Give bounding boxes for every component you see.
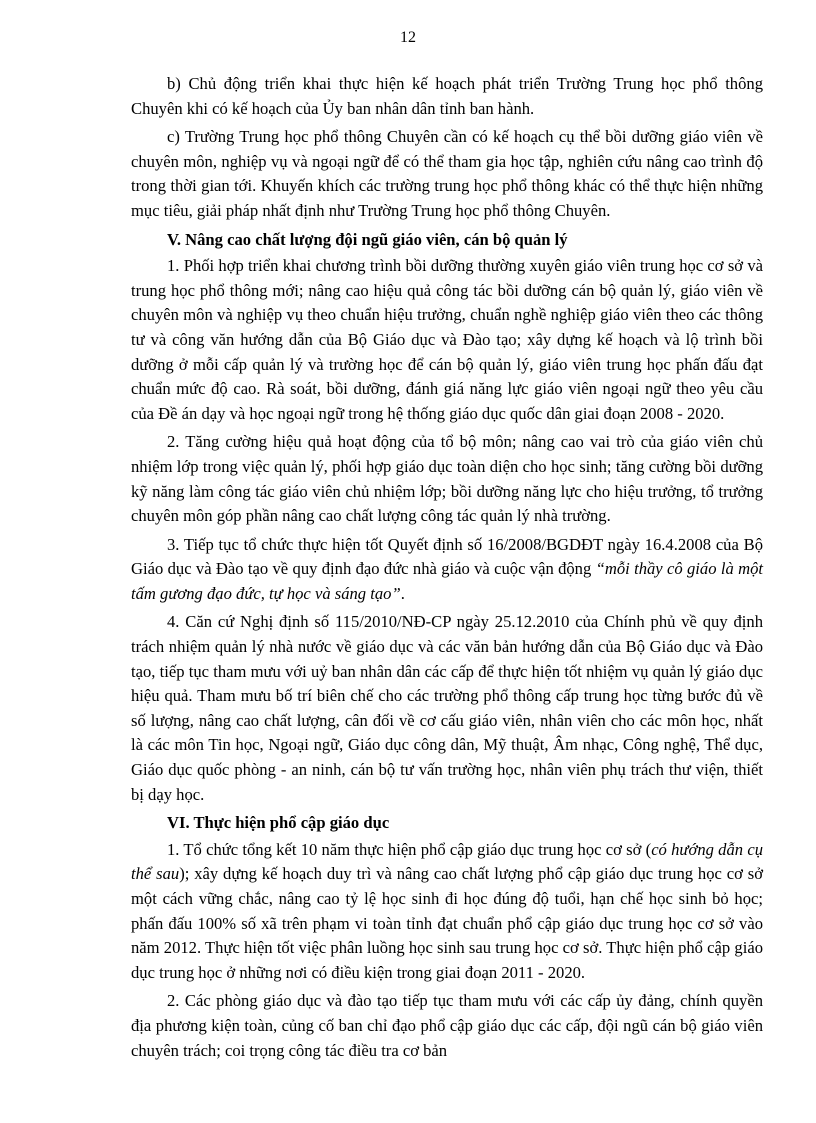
- paragraph-v-2: 2. Tăng cường hiệu quả hoạt động của tổ bộ môn; nâng cao vai trò của giáo viên chủ nhiệm lớp trong việc quản lý, phối hợp giáo dục toàn diện cho học sinh; tăng cường bồi dưỡng kỹ năng làm công tác giáo viên chủ nhiệm lớp; bồi dưỡng năng lực cho hiệu trưởng, tổ trưởng chuyên môn góp phần nâng cao chất lượng công tác quản lý nhà trường.: [131, 432, 763, 526]
- guidance-note: có hướng dẫn cụ thể sau: [131, 839, 763, 884]
- paragraph-v-4: 4. Căn cứ Nghị định số 115/2010/NĐ-CP ngày 25.12.2010 của Chính phủ về quy định trách nhiệm quản lý nhà nước về giáo dục và các văn bản hướng dẫn của Bộ Giáo dục và Đào tạo, tiếp tục tham mưu với uỷ ban nhân dân các cấp để thực hiện tốt nhiệm vụ quản lý giáo dục hiệu quả. Tham mưu bố trí biên chế cho các trường phổ thông cấp trung học từng bước đủ về số lượng, nâng cao chất lượng, cân đối về cơ cấu giáo viên, nhân viên cho các môn học, nhất là các môn Tin học, Ngoại ngữ, Giáo dục công dân, Mỹ thuật, Âm nhạc, Công nghệ, Thể dục, Giáo dục quốc phòng - an ninh, cán bộ tư vấn trường học, nhân viên phụ trách thư viện, thiết bị dạy học.: [131, 612, 763, 804]
- page-number: 12: [400, 29, 416, 46]
- paragraph-v-1: 1. Phối hợp triển khai chương trình bồi dưỡng thường xuyên giáo viên trung học cơ sở và trung học phổ thông mới; nâng cao hiệu quả công tác bồi dưỡng cán bộ quản lý, giáo viên về chuyên môn và nghiệp vụ theo chuẩn hiệu trưởng, chuẩn nghề nghiệp giáo viên theo các thông tư và công văn hướng dẫn của Bộ Giáo dục và Đào tạo; xây dựng kế hoạch và lộ trình bồi dưỡng ở mỗi cấp quản lý và trường học để cán bộ quản lý, giáo viên trung học phấn đấu đạt chuẩn mức độ cao. Rà soát, bồi dưỡng, đánh giá năng lực giáo viên ngoại ngữ theo yêu cầu của Đề án dạy và học ngoại ngữ trong hệ thống giáo dục quốc dân giai đoạn 2008 - 2020.: [131, 256, 763, 423]
- paragraph-vi-1-text: 1. Tổ chức tổng kết 10 năm thực hiện phổ cập giáo dục trung học cơ sở (: [167, 839, 652, 859]
- document-body: [131, 72, 763, 1067]
- section-heading-v: V. Nâng cao chất lượng đội ngũ giáo viên, cán bộ quản lý: [167, 229, 568, 249]
- campaign-quote: “mỗi thầy cô giáo là một tấm gương đạo đức, tự học và sáng tạo”: [131, 559, 763, 603]
- paragraph-v-3-text: 3. Tiếp tục tổ chức thực hiện tốt Quyết định số 16/2008/BGDĐT ngày 16.4.2008 của Bộ Giáo dục và Đào tạo về quy định đạo đức nhà giáo và cuộc vận động: [131, 534, 763, 579]
- section-heading-vi: VI. Thực hiện phổ cập giáo dục: [167, 813, 390, 833]
- paragraph-vi-1-end: ); xây dựng kế hoạch duy trì và nâng cao chất lượng phổ cập giáo dục trung học cơ sở một cách vững chắc, nâng cao tỷ lệ học sinh đi học đúng độ tuổi, hạn chế học sinh bỏ học; phấn đấu 100% số xã trên phạm vi toàn tỉnh đạt chuẩn phổ cập giáo dục trung học cơ sở vào năm 2012. Thực hiện tốt việc phân luồng học sinh sau trung học cơ sở. Thực hiện phổ cập giáo dục trung học ở những nơi có điều kiện trong giai đoạn 2011 - 2020.: [131, 864, 763, 982]
- paragraph-b: b) Chủ động triển khai thực hiện kế hoạch phát triển Trường Trung học phổ thông Chuyên khi có kế hoạch của Ủy ban nhân dân tỉnh ban hành.: [131, 74, 763, 118]
- paragraph-c: c) Trường Trung học phổ thông Chuyên cần có kế hoạch cụ thể bồi dưỡng giáo viên về chuyên môn, nghiệp vụ và ngoại ngữ để có thể tham gia học tập, nghiên cứu nâng cao trình độ trong thời gian tới. Khuyến khích các trường trung học phổ thông khác có thể thực hiện những mục tiêu, giải pháp nhất định như Trường Trung học phổ thông Chuyên.: [131, 127, 763, 220]
- paragraph-vi-1: [131, 838, 763, 986]
- paragraph-v-3: [131, 533, 763, 607]
- paragraph-vi-2: 2. Các phòng giáo dục và đào tạo tiếp tục tham mưu với các cấp ủy đảng, chính quyền địa phương kiện toàn, củng cố ban chỉ đạo phổ cập giáo dục các cấp, đội ngũ cán bộ giáo viên chuyên trách; coi trọng công tác điều tra cơ bản: [131, 991, 763, 1060]
- paragraph-v-3-end: .: [400, 583, 405, 603]
